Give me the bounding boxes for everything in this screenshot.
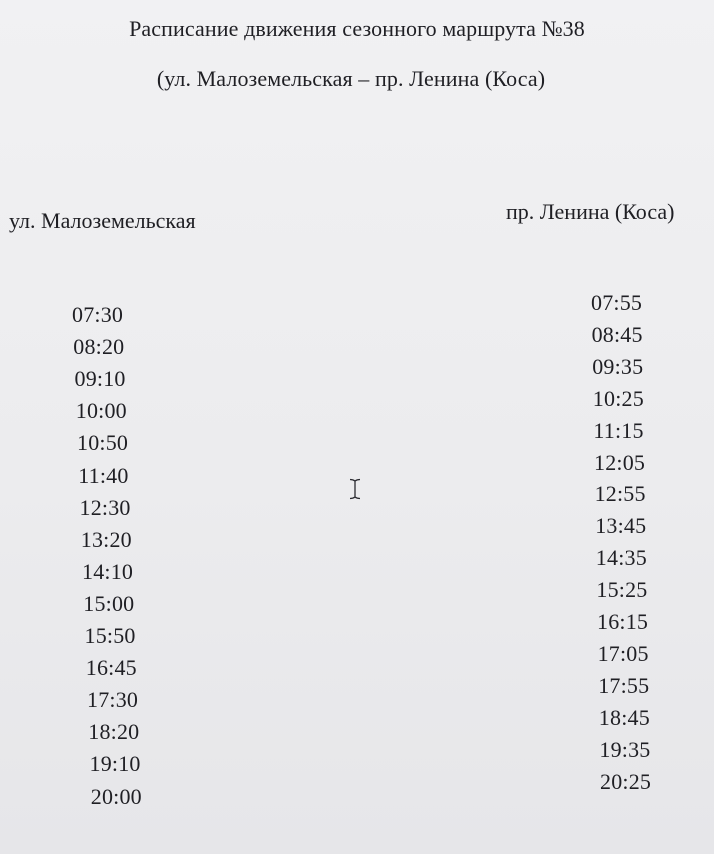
- right-column-header: пр. Ленина (Коса): [506, 199, 675, 224]
- right-time-entry: 08:45: [591, 321, 643, 347]
- left-time-entry: 12:30: [79, 494, 131, 520]
- left-time-entry: 09:10: [74, 366, 126, 392]
- right-time-entry: 13:45: [595, 513, 647, 539]
- right-time-entry: 17:05: [597, 640, 649, 666]
- left-time-entry: 19:10: [89, 751, 141, 777]
- left-time-entry: 18:20: [88, 719, 140, 745]
- text-cursor-icon: [349, 478, 361, 500]
- right-time-entry: 19:35: [599, 736, 651, 762]
- left-time-entry: 15:00: [83, 590, 135, 616]
- right-time-entry: 11:15: [593, 417, 644, 443]
- right-time-entry: 16:15: [597, 609, 649, 634]
- left-time-entry: 20:00: [90, 783, 142, 809]
- schedule-title: Расписание движения сезонного маршрута №38: [129, 16, 585, 41]
- left-time-entry: 17:30: [87, 687, 139, 713]
- right-time-entry: 15:25: [596, 577, 648, 603]
- right-time-entry: 18:45: [598, 704, 650, 730]
- right-time-entry: 17:55: [598, 672, 650, 698]
- right-time-entry: 20:25: [600, 768, 652, 794]
- left-time-entry: 10:50: [77, 430, 129, 456]
- route-subtitle: (ул. Малоземельская – пр. Ленина (Коса): [156, 66, 546, 91]
- left-time-entry: 14:10: [82, 558, 134, 584]
- right-time-entry: 09:35: [592, 353, 644, 379]
- left-time-entry: 10:00: [75, 398, 127, 424]
- left-column-header: ул. Малоземельская: [9, 208, 196, 233]
- right-time-entry: 14:35: [595, 545, 647, 571]
- right-time-entry: 07:55: [591, 290, 643, 315]
- right-time-entry: 10:25: [592, 385, 644, 411]
- left-time-entry: 08:20: [73, 334, 125, 360]
- left-time-entry: 16:45: [85, 655, 137, 681]
- right-time-entry: 12:05: [594, 449, 646, 475]
- left-time-entry: 15:50: [84, 623, 136, 648]
- left-time-entry: 13:20: [80, 526, 132, 552]
- left-time-entry: 11:40: [78, 462, 129, 488]
- right-time-entry: 12:55: [594, 481, 646, 507]
- left-time-entry: 07:30: [72, 302, 124, 327]
